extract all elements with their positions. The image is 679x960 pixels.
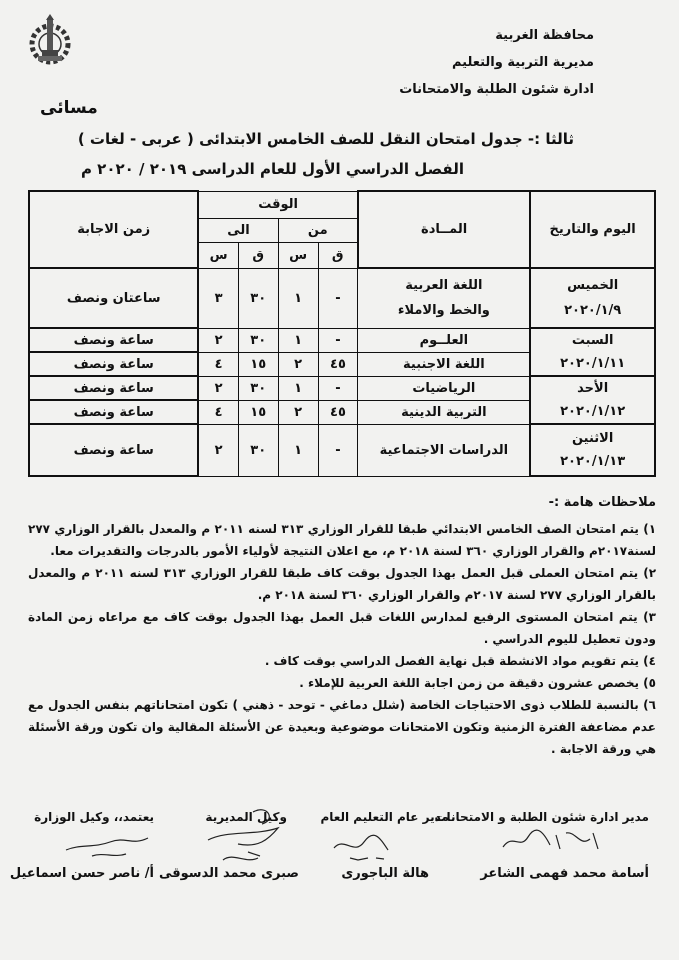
to-s-cell: ٢ (198, 328, 238, 352)
signature-name-ministry-deputy: أ/ ناصر حسن اسماعيل (9, 866, 154, 881)
signature-title-student-affairs: مدير ادارة شئون الطلبة و الامتحانات (434, 810, 649, 824)
day-date-cell (530, 268, 655, 328)
note-item: ٣) يتم امتحان المستوى الرفيع لمدارس اللغات قبل العمل بهذا الجدول بوقت كاف مع مراعاه زمن المادة ودون تعطيل لليوم الدراسي . (28, 610, 656, 646)
note-item: ٦) بالنسبة للطلاب ذوى الاحتياجات الخاصة (شلل دماغي - توحد - ذهني ) تكون امتحاناتهم بنفس الجدول مع عدم مضاعفة الفترة الزمنية وتكون الامتحانات موضوعية وبعيدة عن الأسئلة المقالية وان تكون ورقة الأسئلة هي ورقة الاجابة . (28, 698, 656, 756)
document-subtitle: الفصل الدراسي الأول للعام الدراسى ٢٠١٩ / ٢٠٢٠ م (80, 160, 464, 178)
document-title: ثالثا :- جدول امتحان النقل للصف الخامس الابتدائى ( عربى - لغات ) (77, 130, 574, 148)
exam-schedule-table (28, 190, 656, 477)
from-s-cell: ٢ (278, 352, 318, 376)
header-to: الى (198, 218, 278, 242)
header-to-s: س (198, 242, 238, 268)
signature-scribble-icon (328, 828, 408, 866)
from-q-cell: ٤٥ (318, 352, 358, 376)
table-row (29, 424, 655, 476)
duration-cell: ساعة ونصف (29, 352, 198, 376)
signature-title-directorate-deputy: وكيل المديرية (205, 810, 287, 824)
subject-cell: الرياضيات (358, 376, 530, 400)
date-label: ٢٠٢٠/١/١٢ (560, 404, 626, 419)
note-item: ١) يتم امتحان الصف الخامس الابتدائي طبقا للقرار الوزاري ٣١٣ لسنه ٢٠١١ م والمعدل بالقرار الوزاري ٢٧٧ لسنة٢٠١٧م والقرار الوزاري ٣٦٠ لسنة ٢٠١٨ م، مع اعلان النتيجة لأولياء الأمور بالدرجات والتقديرات معا. (28, 522, 657, 558)
directorate-label: مديرية التربية والتعليم (451, 55, 594, 70)
duration-cell: ساعة ونصف (29, 376, 198, 400)
education-logo-icon (28, 14, 72, 76)
to-q-cell: ١٥ (238, 400, 278, 424)
duration-cell: ساعة ونصف (29, 400, 198, 424)
to-q-cell: ٣٠ (238, 376, 278, 400)
subject-cell (358, 268, 530, 328)
from-q-cell: - (318, 328, 358, 352)
notes-section (28, 492, 656, 760)
signature-name-directorate-deputy: صبرى محمد الدسوقى (158, 866, 299, 881)
note-item: ٢) يتم امتحان العملى قبل العمل بهذا الجدول بوقت كاف طبقا للقرار الوزاري ٣١٣ لسنه ٢٠١١ م والمعدل بالقرار الوزاري ٢٧٧ لسنة ٢٠١٧م والقرار الوزاري ٣٦٠ لسنة ٢٠١٨ م. (28, 566, 657, 602)
signature-title-general-education: مدير عام التعليم العام (320, 810, 449, 824)
to-s-cell: ٤ (198, 352, 238, 376)
notes-title: ملاحظات هامة :- (548, 495, 656, 510)
day-date-cell (530, 328, 655, 376)
date-label: ٢٠٢٠/١/١٣ (560, 454, 626, 469)
date-label: ٢٠٢٠/١/١١ (560, 356, 626, 371)
signature-title-ministry-deputy: يعتمد،، وكيل الوزارة (34, 810, 154, 824)
day-label: السبت (571, 333, 614, 348)
note-item: ٤) يتم تقويم مواد الانشطة قبل نهاية الفصل الدراسي بوقت كاف . (264, 654, 656, 668)
from-q-cell: - (318, 376, 358, 400)
to-s-cell: ٢ (198, 376, 238, 400)
duration-cell: ساعتان ونصف (29, 268, 198, 328)
signature-name-general-education: هالة الباجورى (341, 866, 429, 881)
duration-cell: ساعة ونصف (29, 424, 198, 476)
from-q-cell: - (318, 424, 358, 476)
to-q-cell: ١٥ (238, 352, 278, 376)
signature-scribble-icon (498, 825, 603, 855)
day-date-cell (530, 424, 655, 476)
table-row (29, 376, 655, 400)
to-q-cell: ٣٠ (238, 424, 278, 476)
table-row (29, 268, 655, 328)
header-to-q: ق (238, 242, 278, 268)
governorate-label: محافظة الغربية (495, 28, 594, 43)
date-label: ٢٠٢٠/١/٩ (564, 303, 622, 318)
header-subject: المــادة (358, 191, 530, 268)
subject-label-2: والخط والاملاء (397, 303, 490, 319)
signature-scribble-icon (198, 800, 298, 870)
header-duration: زمن الاجابة (29, 191, 198, 268)
table-row (29, 328, 655, 352)
from-s-cell: ١ (278, 328, 318, 352)
header-from-q: ق (318, 242, 358, 268)
from-s-cell: ١ (278, 268, 318, 328)
from-s-cell: ١ (278, 424, 318, 476)
signature-name-student-affairs: أسامة محمد فهمى الشاعر (480, 866, 649, 881)
note-item: ٥) يخصص عشرون دقيقة من زمن اجابة اللغة العربية للإملاء . (299, 676, 656, 690)
header-day-date: اليوم والتاريخ (530, 191, 655, 268)
subject-label: اللغة العربية (405, 278, 483, 294)
day-label: الأحد (577, 381, 609, 396)
subject-cell: التربية الدينية (358, 400, 530, 424)
to-q-cell: ٣٠ (238, 268, 278, 328)
from-s-cell: ١ (278, 376, 318, 400)
to-s-cell: ٢ (198, 424, 238, 476)
day-label: الاثنين (571, 431, 614, 446)
subject-cell: اللغة الاجنبية (358, 352, 530, 376)
signature-scribble-icon (62, 830, 152, 864)
to-s-cell: ٤ (198, 400, 238, 424)
from-q-cell: ٤٥ (318, 400, 358, 424)
to-q-cell: ٣٠ (238, 328, 278, 352)
day-date-cell (530, 376, 655, 424)
header-time: الوقت (198, 191, 358, 218)
from-q-cell: - (318, 268, 358, 328)
header-from: من (278, 218, 358, 242)
from-s-cell: ٢ (278, 400, 318, 424)
duration-cell: ساعة ونصف (29, 328, 198, 352)
subject-cell: العلــوم (358, 328, 530, 352)
header-from-s: س (278, 242, 318, 268)
department-label: ادارة شئون الطلبة والامتحانات (399, 82, 594, 97)
day-label: الخميس (567, 278, 619, 293)
subject-cell: الدراسات الاجتماعية (358, 424, 530, 476)
to-s-cell: ٣ (198, 268, 238, 328)
shift-label: مسائى (40, 98, 98, 118)
